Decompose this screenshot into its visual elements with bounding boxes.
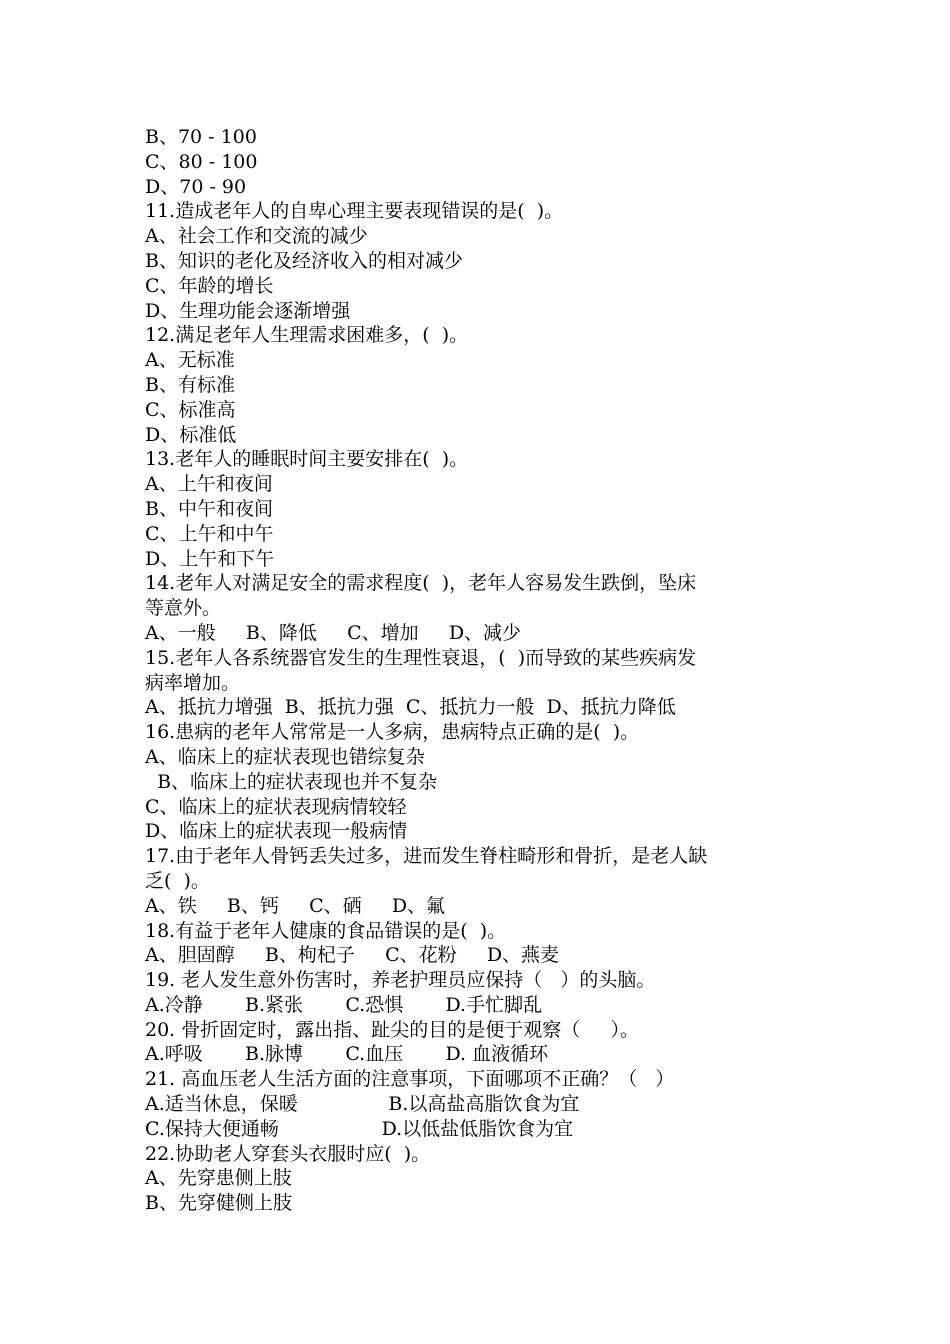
question-15-stem: 15.老年人各系统器官发生的生理性衰退，( )而导致的某些疾病发 — [145, 646, 697, 669]
option-a-q13: A、上午和夜间 — [145, 473, 273, 496]
options-q17: A、铁 B、钙 C、硒 D、氟 — [145, 894, 446, 917]
option-b-q10: B、70 - 100 — [145, 126, 257, 148]
question-list — [145, 125, 815, 1216]
option-d-q11: D、生理功能会逐渐增强 — [145, 299, 351, 322]
question-14-stem-cont: 等意外。 — [145, 597, 222, 620]
question-11-stem: 11.造成老年人的自卑心理主要表现错误的是( )。 — [145, 200, 564, 223]
question-16-stem: 16.患病的老年人常常是一人多病，患病特点正确的是( )。 — [145, 721, 640, 744]
options-q14: A、一般 B、降低 C、增加 D、减少 — [145, 621, 522, 644]
option-b-q16: B、临床上的症状表现也并不复杂 — [145, 770, 438, 793]
option-b-q12: B、有标准 — [145, 373, 235, 396]
options-q15: A、抵抗力增强 B、抵抗力强 C、抵抗力一般 D、抵抗力降低 — [145, 696, 676, 719]
option-c-q12: C、标准高 — [145, 398, 236, 421]
question-22-stem: 22.协助老人穿套头衣服时应( )。 — [145, 1142, 431, 1165]
option-a-q11: A、社会工作和交流的减少 — [145, 225, 368, 248]
option-a-q16: A、临床上的症状表现也错综复杂 — [145, 745, 425, 768]
option-d-q10: D、70 - 90 — [145, 175, 247, 198]
question-17-stem-cont: 乏( )。 — [145, 869, 210, 892]
option-b-q13: B、中午和夜间 — [145, 497, 273, 520]
option-d-q16: D、临床上的症状表现一般病情 — [145, 820, 408, 843]
question-19-stem: 19. 老人发生意外伤害时，养老护理员应保持（ ）的头脑。 — [145, 969, 656, 992]
question-12-stem: 12.满足老年人生理需求困难多，( )。 — [145, 324, 469, 347]
question-18-stem: 18.有益于老年人健康的食品错误的是( )。 — [145, 919, 507, 942]
option-b-q22: B、先穿健侧上肢 — [145, 1192, 292, 1215]
question-13-stem: 13.老年人的睡眠时间主要安排在( )。 — [145, 448, 469, 471]
option-c-q16: C、临床上的症状表现病情较轻 — [145, 795, 407, 818]
question-20-stem: 20. 骨折固定时，露出指、趾尖的目的是便于观察（ ）。 — [145, 1018, 639, 1041]
options-q19: A.冷静 B.紧张 C.恐惧 D.手忙脚乱 — [145, 993, 543, 1016]
options-q20: A.呼吸 B.脉博 C.血压 D. 血液循环 — [145, 1043, 549, 1066]
option-b-q11: B、知识的老化及经济收入的相对减少 — [145, 249, 463, 272]
options-q21-cd: C.保持大便通畅 D.以低盐低脂饮食为宜 — [145, 1117, 574, 1140]
options-q18: A、胆固醇 B、枸杞子 C、花粉 D、燕麦 — [145, 944, 560, 967]
question-21-stem: 21. 高血压老人生活方面的注意事项，下面哪项不正确？（ ） — [145, 1068, 675, 1091]
option-a-q12: A、无标准 — [145, 349, 235, 372]
option-d-q13: D、上午和下午 — [145, 547, 275, 570]
question-15-stem-cont: 病率增加。 — [145, 671, 241, 694]
question-14-stem: 14.老年人对满足安全的需求程度( )，老年人容易发生跌倒，坠床 — [145, 572, 697, 595]
option-a-q22: A、先穿患侧上肢 — [145, 1167, 292, 1190]
question-17-stem: 17.由于老年人骨钙丢失过多，进而发生脊柱畸形和骨折，是老人缺 — [145, 845, 708, 868]
option-c-q10: C、80 - 100 — [145, 150, 258, 173]
option-d-q12: D、标准低 — [145, 423, 237, 446]
option-c-q11: C、年龄的增长 — [145, 274, 274, 297]
option-c-q13: C、上午和中午 — [145, 522, 274, 545]
options-q21-ab: A.适当休息，保暖 B.以高盐高脂饮食为宜 — [145, 1093, 580, 1116]
